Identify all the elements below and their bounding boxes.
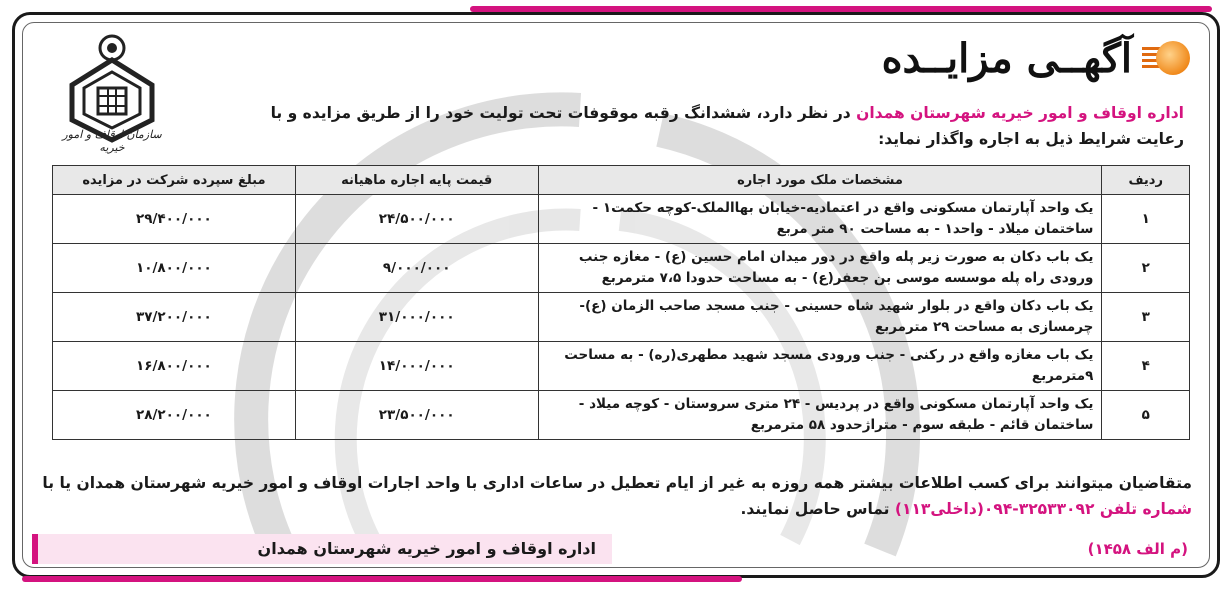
row-base-price: ۹/۰۰۰/۰۰۰	[295, 244, 538, 293]
row-number: ۵	[1102, 391, 1190, 440]
row-description: یک واحد آپارتمان مسکونی واقع در اعتمادیه-خیابان بهاالملک-کوچه حکمت۱ - ساختمان میلاد - واحد۱ - به مساحت ۹۰ متر مربع	[538, 195, 1102, 244]
row-deposit: ۲۸/۲۰۰/۰۰۰	[53, 391, 296, 440]
row-deposit: ۲۹/۴۰۰/۰۰۰	[53, 195, 296, 244]
contact-tail: تماس حاصل نمایند.	[740, 500, 895, 518]
header-deposit: مبلغ سپرده شرکت در مزایده	[53, 166, 296, 195]
row-number: ۲	[1102, 244, 1190, 293]
header-row-number: ردیف	[1102, 166, 1190, 195]
logo-caption: سازمان اوقاف و امور خیریه	[62, 128, 162, 154]
header-base-price: قیمت پایه اجاره ماهیانه	[295, 166, 538, 195]
ad-code: (م الف ۱۴۵۸)	[1087, 540, 1188, 558]
row-base-price: ۲۳/۵۰۰/۰۰۰	[295, 391, 538, 440]
row-description: یک واحد آپارتمان مسکونی واقع در پردیس - ۲۴ متری سروستان - کوچه میلاد - ساختمان قائم - طبقه سوم - متراژحدود ۵۸ مترمربع	[538, 391, 1102, 440]
title-row	[882, 28, 1192, 88]
table-row	[53, 195, 1190, 244]
row-deposit: ۱۶/۸۰۰/۰۰۰	[53, 342, 296, 391]
row-description: یک باب دکان واقع در بلوار شهید شاه حسینی - جنب مسجد صاحب الزمان (ع)- چرمسازی به مساحت ۲۹ مترمربع	[538, 293, 1102, 342]
row-base-price: ۲۴/۵۰۰/۰۰۰	[295, 195, 538, 244]
row-deposit: ۱۰/۸۰۰/۰۰۰	[53, 244, 296, 293]
row-number: ۳	[1102, 293, 1190, 342]
row-base-price: ۱۴/۰۰۰/۰۰۰	[295, 342, 538, 391]
intro-text: در نظر دارد، ششدانگ رقبه موقوفات تحت تولیت خود را از طریق مزایده و با رعایت شرایط ذیل به اجاره واگذار نماید:	[270, 104, 1184, 148]
auction-table	[52, 165, 1190, 440]
phone-number: شماره تلفن ۳۲۵۳۳۰۹۲-۰۹۴(داخلی۱۱۳)	[894, 500, 1192, 518]
header-description: مشخصات ملک مورد اجاره	[538, 166, 1102, 195]
org-name: اداره اوقاف و امور خیریه شهرستان همدان	[856, 104, 1184, 122]
row-description: یک باب مغازه واقع در رکنی - جنب ورودی مسجد شهید مطهری(ره) - به مساحت ۹مترمربع	[538, 342, 1102, 391]
row-deposit: ۳۷/۲۰۰/۰۰۰	[53, 293, 296, 342]
row-number: ۱	[1102, 195, 1190, 244]
page-title: آگهــی مزایــده	[881, 34, 1132, 82]
contact-text: متقاضیان میتوانند برای کسب اطلاعات بیشتر همه روزه به غیر از ایام تعطیل در ساعات اداری با واحد اجارات اوقاف و امور خیریه شهرستان همدان یا با	[42, 474, 1192, 492]
row-number: ۴	[1102, 342, 1190, 391]
row-base-price: ۳۱/۰۰۰/۰۰۰	[295, 293, 538, 342]
row-description: یک باب دکان به صورت زیر پله واقع در دور میدان امام حسین (ع) - مغازه جنب ورودی راه پله موسسه موسی بن جعفر(ع) - به مساحت حدودا ۷،۵ مترمربع	[538, 244, 1102, 293]
table-row	[53, 342, 1190, 391]
contact-paragraph	[32, 470, 1192, 522]
signature-box: اداره اوقاف و امور خیریه شهرستان همدان	[32, 534, 612, 564]
table-row	[53, 391, 1190, 440]
table-row	[53, 293, 1190, 342]
sun-ornament-icon	[1142, 33, 1192, 83]
bottom-accent-bar	[22, 576, 742, 582]
intro-paragraph	[224, 100, 1184, 152]
table-row	[53, 244, 1190, 293]
table-header-row	[53, 166, 1190, 195]
